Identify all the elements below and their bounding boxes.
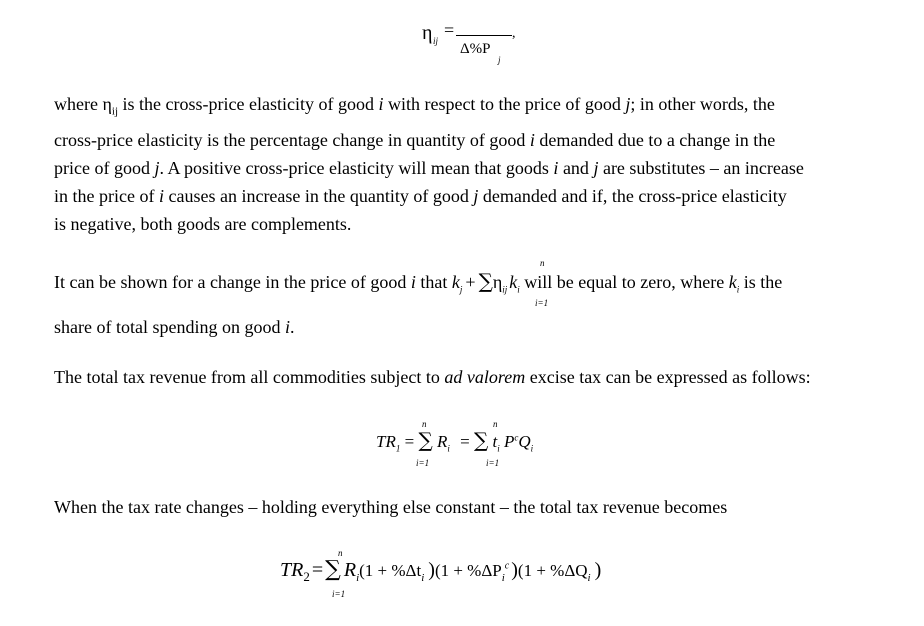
eq2-p-sup: c — [514, 432, 519, 443]
eq2-sigma1-bottom: i=1 — [416, 458, 430, 468]
p1-l1-var-j: j — [625, 94, 631, 114]
eq3-factor-2-sub: i — [501, 572, 505, 584]
eq2-equals: = — [404, 432, 415, 451]
p2-eta-sub: ij — [502, 284, 508, 295]
denominator-subscript: j — [498, 55, 501, 65]
p1-l3-text-b: . A positive cross-price elasticity will mean that goods — [159, 157, 554, 178]
p1-l4-text-b: causes an increase in the quantity of good — [163, 185, 474, 206]
p2-k-sub: j — [459, 284, 463, 295]
eq2-tr: TR — [376, 432, 396, 451]
p1-line-4 — [54, 182, 804, 210]
eq2-sigma-1: ∑ — [418, 428, 433, 452]
eq3-factor-3-sub: i — [587, 572, 591, 584]
p1-l2-text-b: demanded due to a change in the — [534, 129, 776, 150]
eq3-factor-1-sub: i — [421, 572, 425, 584]
denominator — [460, 41, 490, 58]
p3-text-b: excise tax can be expressed as follows: — [525, 367, 811, 387]
p1-l3-text-c: and — [558, 157, 594, 178]
p1-l3-var-j: j — [154, 157, 160, 178]
p1-l2-var-i: i — [529, 129, 535, 150]
p2-text-b: that — [415, 272, 452, 292]
p2-line-1 — [54, 269, 782, 295]
eq3-r-sub: i — [356, 572, 360, 584]
eq2-q: Q — [518, 432, 531, 451]
p3-text-a: The total tax revenue from all commodities subject to — [54, 367, 445, 387]
paragraph-total-tax-revenue — [54, 367, 811, 388]
eq2-tr-sub: 1 — [395, 443, 401, 454]
p2-k: k — [451, 272, 460, 292]
eta-symbol: η — [422, 22, 433, 44]
equals-sign: = — [444, 20, 455, 40]
p2-sigma: ∑ — [478, 269, 493, 293]
eq3-tr-sub: 2 — [303, 569, 310, 584]
eq3-factor-3: (1 + %ΔQ — [517, 561, 588, 580]
eq2-sigma-2: ∑ — [473, 428, 489, 452]
p2-sigma-bottom: i=1 — [535, 298, 549, 308]
trailing-comma: , — [512, 26, 516, 41]
p2-k3-sub: i — [736, 284, 740, 295]
paragraph-tax-rate-change: When the tax rate changes – holding everything else constant – the total tax revenue becomes — [54, 497, 728, 517]
eq2-equals-2: = — [460, 432, 470, 451]
p1-l1-text-c: with respect to the price of good — [383, 94, 626, 114]
p1-l1-text-a: where η — [54, 94, 112, 114]
p2-text-c: will be equal to zero, where — [519, 272, 729, 292]
eq3-sigma-top: n — [338, 548, 343, 558]
fraction-bar — [456, 35, 512, 36]
p1-line-1 — [54, 90, 804, 126]
eq3-factor-2: (1 + %ΔP — [434, 561, 502, 580]
p1-l3-text-d: are substitutes – an increase — [598, 157, 804, 178]
eq2-q-sub: i — [530, 443, 534, 454]
eq2-body — [376, 428, 533, 453]
eq3-factor-2-sup: c — [504, 560, 510, 572]
p1-l3-var-i: i — [553, 157, 559, 178]
eq3-factor-1-close: ) — [428, 559, 435, 581]
p2-text-d: is the — [739, 272, 783, 292]
p2-k3: k — [728, 272, 737, 292]
p1-l3-var-j2: j — [593, 157, 599, 178]
eq2-sigma2-top: n — [493, 419, 498, 429]
p1-l4-var-j: j — [473, 185, 479, 206]
p2-l2-text: share of total spending on good — [54, 317, 285, 337]
p3-ad-valorem: ad valorem — [444, 367, 526, 387]
p1-l4-text-a: in the price of — [54, 185, 159, 206]
eq3-r: R — [343, 559, 357, 581]
eq2-t: t — [492, 432, 498, 451]
p2-l2-end: . — [289, 317, 295, 337]
eq3-body — [280, 557, 601, 585]
eq2-r: R — [436, 432, 448, 451]
paragraph-cross-price-elasticity — [54, 90, 804, 238]
eq3-factor-2-close: ) — [511, 559, 518, 581]
p1-l3-text-a: price of good — [54, 157, 155, 178]
eq2-r-sub: i — [447, 443, 450, 454]
eq2-clip — [370, 424, 570, 454]
denominator-text: Δ%P — [460, 41, 491, 57]
p1-l1-text-b: is the cross-price elasticity of good — [118, 94, 379, 114]
eq3-sigma-bottom: i=1 — [332, 589, 346, 599]
eq2-sigma2-bottom: i=1 — [486, 458, 500, 468]
p1-line-5: is negative, both goods are complements. — [54, 213, 352, 234]
p1-l1-sub: ij — [111, 105, 119, 118]
p2-text-a: It can be shown for a change in the price of good — [54, 272, 411, 292]
eq2-t-sub: i — [497, 443, 500, 454]
p2-l2-var-i: i — [284, 317, 290, 337]
eq3-equals: = — [311, 559, 324, 581]
eq3-sigma: ∑ — [325, 557, 341, 582]
eta-subscript: ij — [433, 36, 439, 46]
eq2-sigma1-top: n — [422, 419, 427, 429]
p2-var-i: i — [410, 272, 416, 292]
p2-k2: k — [509, 272, 518, 292]
eq3-factor-3-close: ) — [594, 559, 602, 581]
p2-plus: + — [465, 272, 476, 292]
p1-l4-text-c: demanded and if, the cross-price elasticity — [478, 185, 787, 206]
eq3-tr: TR — [280, 559, 304, 581]
eq3-factor-1: (1 + %Δt — [359, 561, 422, 580]
p2-sigma-top: n — [540, 258, 545, 268]
p2-line-2 — [54, 317, 294, 338]
p1-line-2 — [54, 126, 804, 154]
p2-eta: η — [492, 272, 503, 292]
p1-l4-var-i: i — [158, 185, 164, 206]
p1-l1-var-i: i — [378, 94, 384, 114]
eq2-p: P — [504, 432, 515, 451]
p1-l2-text-a: cross-price elasticity is the percentage change in quantity of good — [54, 129, 530, 150]
p1-l1-text-d: ; in other words, the — [630, 94, 775, 114]
p1-line-3 — [54, 154, 804, 182]
p2-k2-sub: i — [517, 284, 520, 295]
